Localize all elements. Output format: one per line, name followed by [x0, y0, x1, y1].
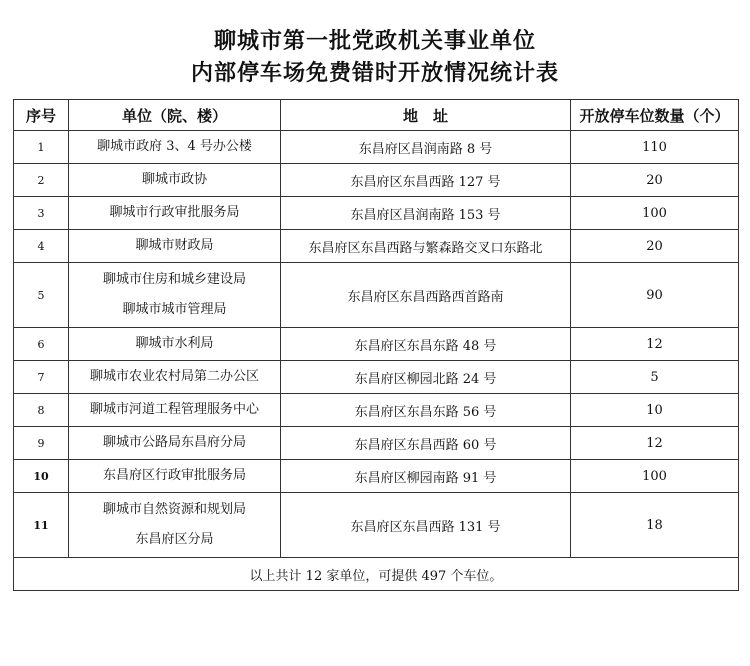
- table-row: [14, 263, 739, 328]
- table-header-row: [14, 100, 739, 131]
- row-unit: [69, 460, 281, 493]
- unit-name: 聊城市自然资源和规划局: [102, 502, 246, 517]
- unit-name: 聊城市行政审批服务局: [109, 205, 240, 220]
- unit-name: 聊城市农业农村局第二办公区: [89, 369, 259, 384]
- table-row: [14, 131, 739, 164]
- table-row: [14, 197, 739, 230]
- row-unit: [69, 263, 281, 328]
- row-count: 90: [571, 263, 739, 328]
- row-address: 东昌府区东昌西路西首路南: [281, 263, 571, 328]
- row-number: 7: [14, 361, 69, 394]
- header-no: 序号: [14, 100, 69, 131]
- document-title: [0, 0, 750, 90]
- row-number: 11: [14, 493, 69, 558]
- row-address: 东昌府区柳园北路 24 号: [281, 361, 571, 394]
- title-line-2: 内部停车场免费错时开放情况统计表: [190, 61, 559, 86]
- row-count: 110: [571, 131, 739, 164]
- row-address: 东昌府区东昌西路 60 号: [281, 427, 571, 460]
- unit-name: 聊城市水利局: [135, 336, 214, 351]
- row-unit: [69, 164, 281, 197]
- table-row: [14, 460, 739, 493]
- row-address: 东昌府区东昌东路 48 号: [281, 328, 571, 361]
- row-unit: [69, 394, 281, 427]
- row-unit: [69, 361, 281, 394]
- row-number: 10: [14, 460, 69, 493]
- row-number: 4: [14, 230, 69, 263]
- row-unit: [69, 427, 281, 460]
- row-number: 6: [14, 328, 69, 361]
- row-number: 3: [14, 197, 69, 230]
- row-address: 东昌府区东昌东路 56 号: [281, 394, 571, 427]
- row-count: 20: [571, 230, 739, 263]
- row-number: 5: [14, 263, 69, 328]
- table-footer-row: [14, 558, 739, 591]
- row-count: 10: [571, 394, 739, 427]
- unit-name: 聊城市财政局: [135, 238, 214, 253]
- row-number: 9: [14, 427, 69, 460]
- row-address: 东昌府区东昌西路 127 号: [281, 164, 571, 197]
- row-unit: [69, 328, 281, 361]
- row-count: 18: [571, 493, 739, 558]
- row-count: 5: [571, 361, 739, 394]
- row-count: 12: [571, 328, 739, 361]
- table-body: [14, 131, 739, 591]
- row-count: 100: [571, 460, 739, 493]
- table-row: [14, 328, 739, 361]
- title-line-1: 聊城市第一批党政机关事业单位: [213, 29, 536, 54]
- unit-name: 聊城市住房和城乡建设局: [102, 272, 246, 287]
- table-row: [14, 361, 739, 394]
- row-number: 2: [14, 164, 69, 197]
- unit-name: 聊城市政协: [141, 172, 207, 187]
- table-row: [14, 164, 739, 197]
- unit-name: 聊城市河道工程管理服务中心: [89, 402, 259, 417]
- table-row: [14, 394, 739, 427]
- unit-name: 东昌府区行政审批服务局: [102, 468, 246, 483]
- row-address: 东昌府区昌润南路 153 号: [281, 197, 571, 230]
- row-unit: [69, 493, 281, 558]
- row-unit: [69, 230, 281, 263]
- unit-name: 东昌府区分局: [135, 532, 214, 547]
- row-number: 1: [14, 131, 69, 164]
- row-address: 东昌府区东昌西路 131 号: [281, 493, 571, 558]
- table-footer-summary: 以上共计 12 家单位，可提供 497 个车位。: [14, 558, 739, 591]
- unit-name: 聊城市政府 3、4 号办公楼: [97, 139, 252, 154]
- unit-name: 聊城市公路局东昌府分局: [102, 435, 246, 450]
- table-row: [14, 493, 739, 558]
- parking-stats-table: [13, 99, 739, 591]
- row-address: 东昌府区柳园南路 91 号: [281, 460, 571, 493]
- header-address: 地 址: [281, 100, 571, 131]
- table-row: [14, 427, 739, 460]
- row-count: 12: [571, 427, 739, 460]
- row-unit: [69, 197, 281, 230]
- header-unit: 单位（院、楼）: [69, 100, 281, 131]
- row-unit: [69, 131, 281, 164]
- row-count: 100: [571, 197, 739, 230]
- header-count: 开放停车位数量（个）: [571, 100, 739, 131]
- row-count: 20: [571, 164, 739, 197]
- row-address: 东昌府区东昌西路与繁森路交叉口东路北: [281, 230, 571, 263]
- row-address: 东昌府区昌润南路 8 号: [281, 131, 571, 164]
- row-number: 8: [14, 394, 69, 427]
- unit-name: 聊城市城市管理局: [122, 302, 227, 317]
- table-row: [14, 230, 739, 263]
